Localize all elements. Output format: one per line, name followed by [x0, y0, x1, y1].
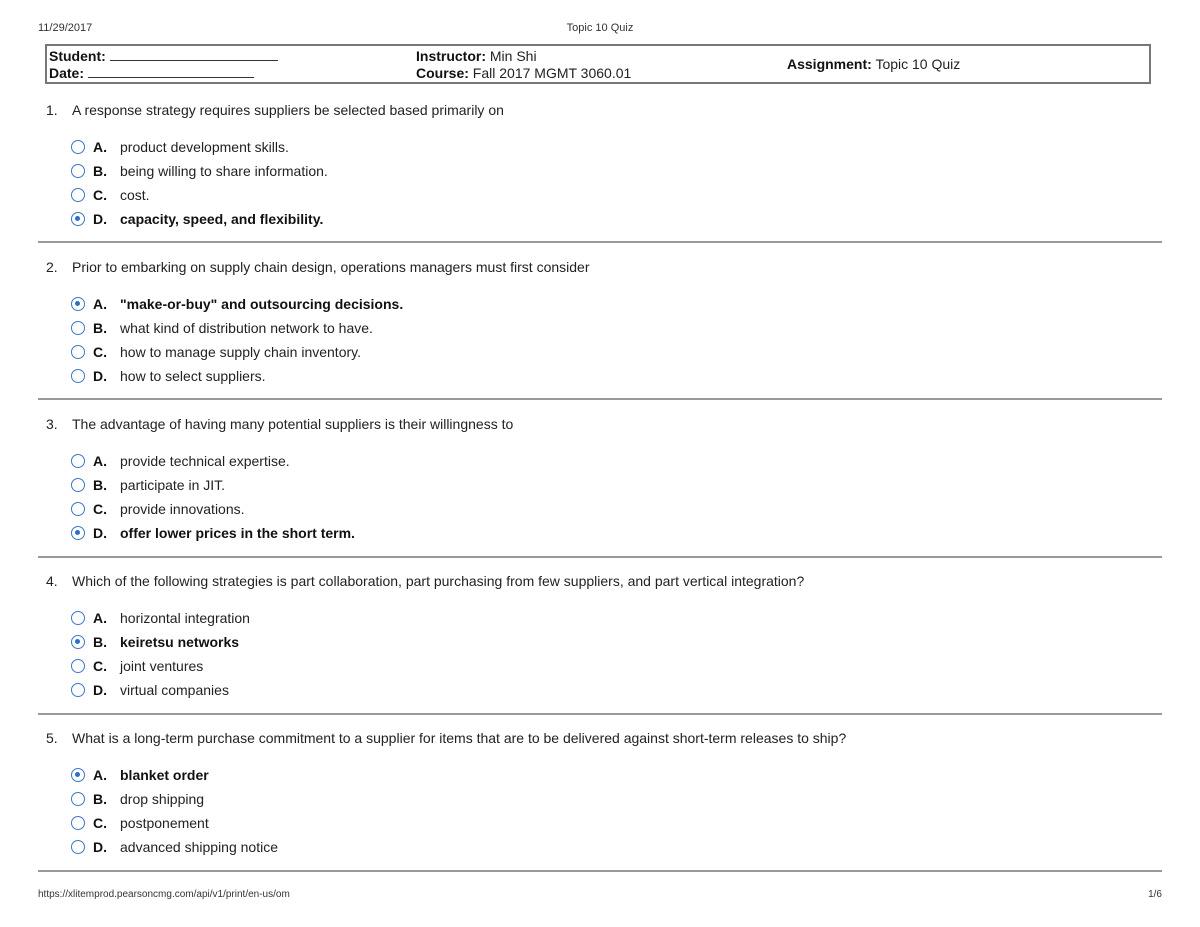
- radio-unchecked-icon[interactable]: [71, 345, 85, 359]
- course-label: Course:: [416, 65, 469, 81]
- radio-unchecked-icon[interactable]: [71, 369, 85, 383]
- option-letter: D.: [93, 839, 107, 855]
- option-text: joint ventures: [120, 658, 204, 674]
- assignment-field: [787, 56, 960, 73]
- question-number: 5.: [46, 730, 58, 746]
- option-letter: B.: [93, 634, 107, 650]
- question-number: 3.: [46, 416, 58, 432]
- option-letter: C.: [93, 501, 107, 517]
- page-number: 1/6: [1148, 889, 1162, 900]
- question-text: [46, 102, 504, 118]
- option-text: virtual companies: [120, 682, 229, 698]
- question-number: 4.: [46, 573, 58, 589]
- option-letter: B.: [93, 791, 107, 807]
- radio-unchecked-icon[interactable]: [71, 611, 85, 625]
- student-field: [49, 48, 278, 65]
- option-letter: B.: [93, 320, 107, 336]
- question-divider: [38, 241, 1162, 243]
- print-footer: [38, 889, 1162, 903]
- question-text: [46, 573, 804, 589]
- question-text: [46, 730, 846, 746]
- assignment-value: Topic 10 Quiz: [875, 56, 961, 72]
- date-label: Date:: [49, 65, 85, 81]
- instructor-value: Min Shi: [489, 48, 537, 64]
- option-letter: C.: [93, 815, 107, 831]
- option-letter: D.: [93, 211, 107, 227]
- option-letter: B.: [93, 163, 107, 179]
- question-prompt: Which of the following strategies is part collaboration, part purchasing from few suppliers, and part vertical integration?: [72, 573, 805, 589]
- question-divider: [38, 870, 1162, 872]
- option-text: blanket order: [120, 767, 209, 783]
- student-blank: [110, 48, 278, 61]
- option-text: product development skills.: [120, 139, 289, 155]
- question-divider: [38, 713, 1162, 715]
- date-blank: [88, 65, 254, 78]
- question-prompt: Prior to embarking on supply chain design, operations managers must first consider: [72, 259, 590, 275]
- print-url: https://xlitemprod.pearsoncmg.com/api/v1/print/en-us/om: [38, 889, 290, 900]
- radio-checked-icon[interactable]: [71, 297, 85, 311]
- question-prompt: The advantage of having many potential suppliers is their willingness to: [72, 416, 514, 432]
- option-letter: D.: [93, 368, 107, 384]
- page-title: Topic 10 Quiz: [566, 22, 634, 34]
- radio-checked-icon[interactable]: [71, 768, 85, 782]
- option-letter: C.: [93, 344, 107, 360]
- option-text: keiretsu networks: [120, 634, 240, 650]
- option-text: advanced shipping notice: [120, 839, 279, 855]
- radio-unchecked-icon[interactable]: [71, 454, 85, 468]
- course-field: [416, 65, 631, 82]
- question-divider: [38, 556, 1162, 558]
- option-text: how to select suppliers.: [120, 368, 266, 384]
- option-letter: A.: [93, 610, 107, 626]
- assignment-info-box: [45, 44, 1151, 84]
- option-letter: D.: [93, 682, 107, 698]
- option-text: postponement: [120, 815, 209, 831]
- print-date: 11/29/2017: [38, 22, 93, 34]
- radio-unchecked-icon[interactable]: [71, 188, 85, 202]
- option-text: capacity, speed, and flexibility.: [120, 211, 324, 227]
- assignment-label: Assignment:: [787, 56, 872, 72]
- radio-unchecked-icon[interactable]: [71, 140, 85, 154]
- question-text: [46, 416, 513, 432]
- option-text: what kind of distribution network to have.: [120, 320, 373, 336]
- question-number: 2.: [46, 259, 58, 275]
- print-header: [38, 22, 1162, 38]
- option-text: horizontal integration: [120, 610, 250, 626]
- option-text: offer lower prices in the short term.: [120, 525, 355, 541]
- radio-unchecked-icon[interactable]: [71, 478, 85, 492]
- instructor-field: [416, 48, 537, 65]
- option-letter: C.: [93, 187, 107, 203]
- option-text: how to manage supply chain inventory.: [120, 344, 361, 360]
- option-text: participate in JIT.: [120, 477, 226, 493]
- radio-unchecked-icon[interactable]: [71, 792, 85, 806]
- radio-checked-icon[interactable]: [71, 212, 85, 226]
- course-value: Fall 2017 MGMT 3060.01: [472, 65, 632, 81]
- radio-unchecked-icon[interactable]: [71, 502, 85, 516]
- option-text: cost.: [120, 187, 150, 203]
- radio-checked-icon[interactable]: [71, 526, 85, 540]
- question-divider: [38, 398, 1162, 400]
- question-text: [46, 259, 589, 275]
- radio-unchecked-icon[interactable]: [71, 659, 85, 673]
- option-letter: D.: [93, 525, 107, 541]
- question-prompt: What is a long-term purchase commitment to a supplier for items that are to be delivered against short-term releases to ship?: [72, 730, 847, 746]
- radio-unchecked-icon[interactable]: [71, 840, 85, 854]
- date-field: [49, 65, 254, 82]
- radio-unchecked-icon[interactable]: [71, 683, 85, 697]
- option-text: "make-or-buy" and outsourcing decisions.: [120, 296, 404, 312]
- question-number: 1.: [46, 102, 58, 118]
- option-letter: A.: [93, 453, 107, 469]
- radio-checked-icon[interactable]: [71, 635, 85, 649]
- option-letter: C.: [93, 658, 107, 674]
- radio-unchecked-icon[interactable]: [71, 816, 85, 830]
- option-text: being willing to share information.: [120, 163, 328, 179]
- option-letter: A.: [93, 139, 107, 155]
- question-prompt: A response strategy requires suppliers be selected based primarily on: [72, 102, 504, 118]
- option-text: provide technical expertise.: [120, 453, 290, 469]
- option-text: provide innovations.: [120, 501, 245, 517]
- option-letter: A.: [93, 767, 107, 783]
- option-letter: B.: [93, 477, 107, 493]
- radio-unchecked-icon[interactable]: [71, 321, 85, 335]
- student-label: Student:: [49, 48, 106, 64]
- radio-unchecked-icon[interactable]: [71, 164, 85, 178]
- option-text: drop shipping: [120, 791, 205, 807]
- option-letter: A.: [93, 296, 107, 312]
- instructor-label: Instructor:: [416, 48, 486, 64]
